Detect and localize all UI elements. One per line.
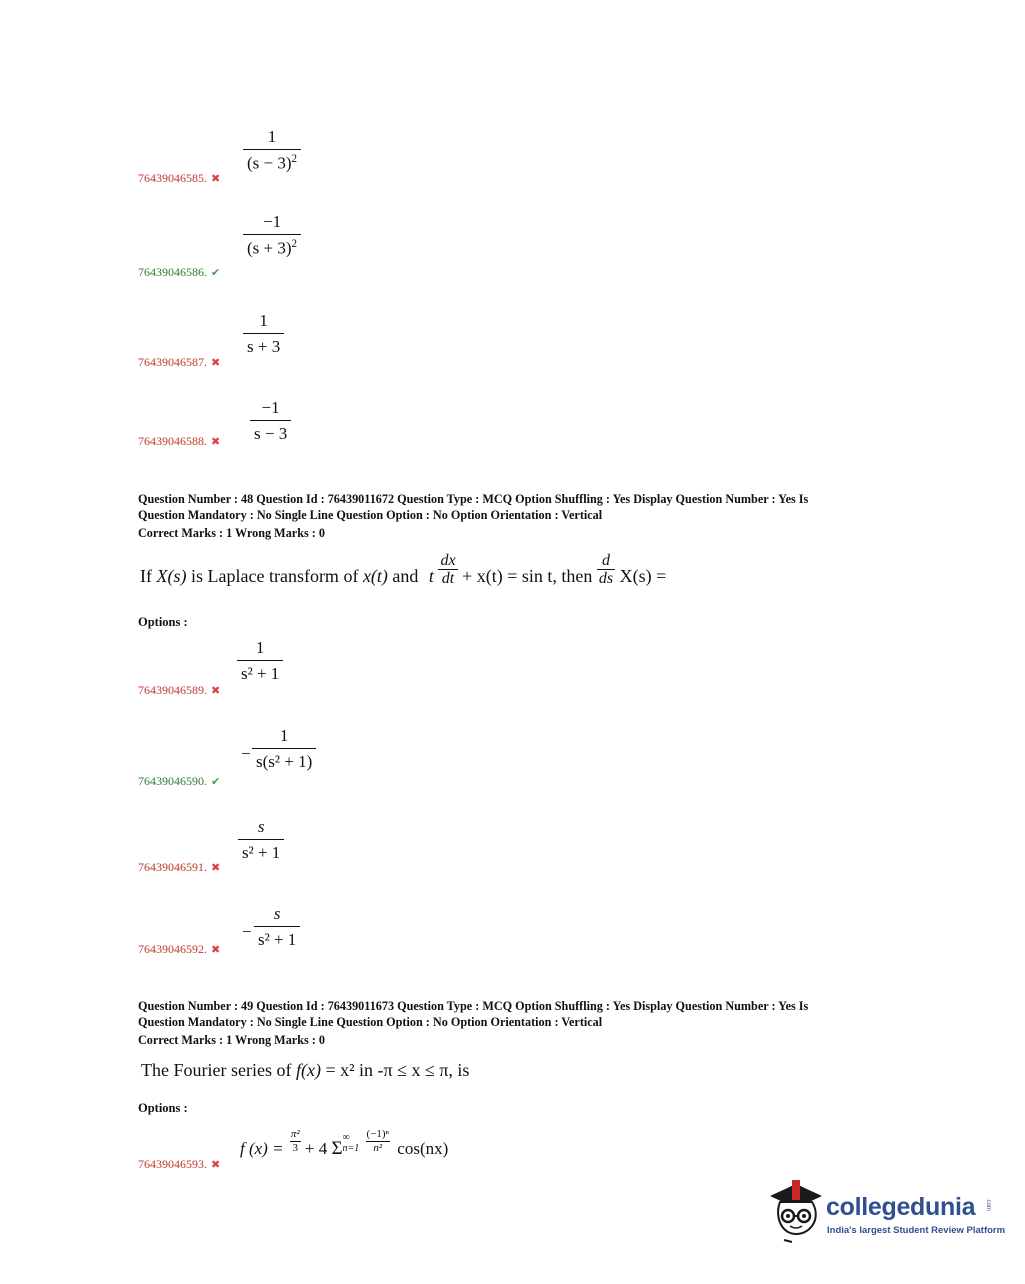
text-part: X(s) <box>156 566 187 586</box>
logo-brand-text: collegedunia <box>826 1193 976 1221</box>
sigma-upper: ∞ <box>342 1132 350 1143</box>
cross-icon: ✖ <box>211 1159 221 1171</box>
negative-sign: − <box>242 922 252 941</box>
dt: dt <box>441 570 455 587</box>
sigma-lower: n=1 <box>342 1143 360 1154</box>
denominator: n² <box>373 1142 383 1154</box>
q48-option-4-expression <box>242 904 300 949</box>
numerator: (−1)ⁿ <box>366 1128 390 1140</box>
cos-term: cos(nx) <box>397 1139 449 1158</box>
numerator: 1 <box>259 311 268 330</box>
q49-option-1-id <box>138 1157 220 1172</box>
option-id-text: 76439046591. <box>138 860 207 874</box>
sigma-symbol: Σ <box>331 1138 343 1159</box>
prev-option-4-id <box>138 434 220 449</box>
cross-icon: ✖ <box>211 685 221 697</box>
denominator: (s + 3) <box>247 238 292 258</box>
check-icon: ✔ <box>211 267 221 279</box>
numerator: s <box>273 904 281 923</box>
ds: ds <box>598 570 614 587</box>
prev-option-1-id <box>138 171 220 186</box>
options-label: Options : <box>138 615 188 629</box>
prev-option-1-expression <box>243 128 301 172</box>
q48-option-2-id <box>138 774 220 789</box>
header-line-2: Question Mandatory : No Single Line Question Option : No Option Orientation : Vertical <box>138 1015 603 1029</box>
sum-fraction <box>366 1128 391 1155</box>
prev-option-2-expression <box>243 213 301 257</box>
text-part: is Laplace transform of <box>186 566 363 586</box>
question-49-text <box>141 1060 469 1081</box>
header-line-2: Question Mandatory : No Single Line Question Option : No Option Orientation : Vertical <box>138 508 603 522</box>
denominator: s + 3 <box>247 337 281 356</box>
denominator: s² + 1 <box>242 843 281 862</box>
text-part: If <box>140 566 157 586</box>
negative-sign: − <box>241 744 251 763</box>
option-id-text: 76439046589. <box>138 683 207 697</box>
collegedunia-logo[interactable] <box>766 1178 1006 1248</box>
numerator: π² <box>290 1128 300 1140</box>
option-id-text: 76439046586. <box>138 265 207 279</box>
header-line-1: Question Number : 48 Question Id : 76439011672 Question Type : MCQ Option Shuffling : Yes Display Question Number : Yes Is <box>138 492 809 506</box>
marks-line: Correct Marks : 1 Wrong Marks : 0 <box>138 1033 325 1047</box>
dx-dt-fraction <box>438 552 457 587</box>
denominator-exponent: 2 <box>291 153 298 165</box>
text-part: + x(t) = sin t, then <box>457 566 597 586</box>
mascot-icon <box>766 1178 824 1244</box>
option-id-text: 76439046585. <box>138 171 207 185</box>
denominator: s² + 1 <box>241 664 280 683</box>
denominator: s(s² + 1) <box>256 752 313 771</box>
logo-tagline: India's largest Student Review Platform <box>827 1225 1006 1236</box>
prev-option-3-expression <box>243 312 284 355</box>
q48-option-3-id <box>138 860 220 875</box>
option-id-text: 76439046587. <box>138 355 207 369</box>
dx: dx <box>440 552 456 569</box>
text-part: = x² in -π ≤ x ≤ π, is <box>320 1060 470 1080</box>
q49-option-1-expression <box>240 1128 448 1168</box>
denominator: s − 3 <box>254 424 288 443</box>
options-label: Options : <box>138 1101 188 1115</box>
d-ds-fraction <box>597 552 615 587</box>
plus-four: + 4 <box>304 1139 328 1158</box>
q48-option-1-expression <box>237 639 283 682</box>
d: d <box>597 552 615 570</box>
option-id-text: 76439046588. <box>138 434 207 448</box>
q48-option-2-expression <box>241 726 316 771</box>
denominator: s² + 1 <box>258 930 297 949</box>
prev-option-2-id <box>138 265 220 280</box>
q48-option-1-id <box>138 683 220 698</box>
q48-option-3-expression <box>238 818 284 861</box>
option-id-text: 76439046592. <box>138 942 207 956</box>
text-part: X(s) = <box>615 566 667 586</box>
check-icon: ✔ <box>211 776 221 788</box>
cross-icon: ✖ <box>211 436 221 448</box>
denominator-exponent: 2 <box>291 238 298 250</box>
cross-icon: ✖ <box>211 862 221 874</box>
numerator: 1 <box>255 638 265 657</box>
numerator: −1 <box>261 398 280 417</box>
text-part: f(x) <box>295 1060 321 1080</box>
logo-com-text: .com <box>985 1198 991 1212</box>
text-part: The Fourier series of <box>141 1060 296 1080</box>
text-part: and <box>387 566 423 586</box>
denominator: (s − 3) <box>247 153 292 173</box>
option-id-text: 76439046590. <box>138 774 207 788</box>
denominator: 3 <box>292 1142 298 1154</box>
option-id-text: 76439046593. <box>138 1157 207 1171</box>
question-48-text <box>140 552 666 598</box>
pi-fraction <box>290 1128 301 1155</box>
sigma-limits <box>343 1132 360 1154</box>
lhs: f (x) = <box>240 1139 284 1158</box>
q48-option-4-id <box>138 942 220 957</box>
marks-line: Correct Marks : 1 Wrong Marks : 0 <box>138 526 325 540</box>
cross-icon: ✖ <box>211 357 221 369</box>
numerator: 1 <box>267 127 277 146</box>
numerator: 1 <box>279 726 289 745</box>
text-part: x(t) <box>362 566 388 586</box>
cross-icon: ✖ <box>211 944 221 956</box>
text-part: t <box>428 566 434 586</box>
header-line-1: Question Number : 49 Question Id : 76439011673 Question Type : MCQ Option Shuffling : Yes Display Question Number : Yes Is <box>138 999 809 1013</box>
question-49-header <box>138 998 808 1048</box>
question-48-header <box>138 491 808 541</box>
cross-icon: ✖ <box>211 173 221 185</box>
numerator: −1 <box>262 212 282 231</box>
numerator: s <box>257 817 265 836</box>
prev-option-4-expression <box>250 399 291 442</box>
prev-option-3-id <box>138 355 220 370</box>
